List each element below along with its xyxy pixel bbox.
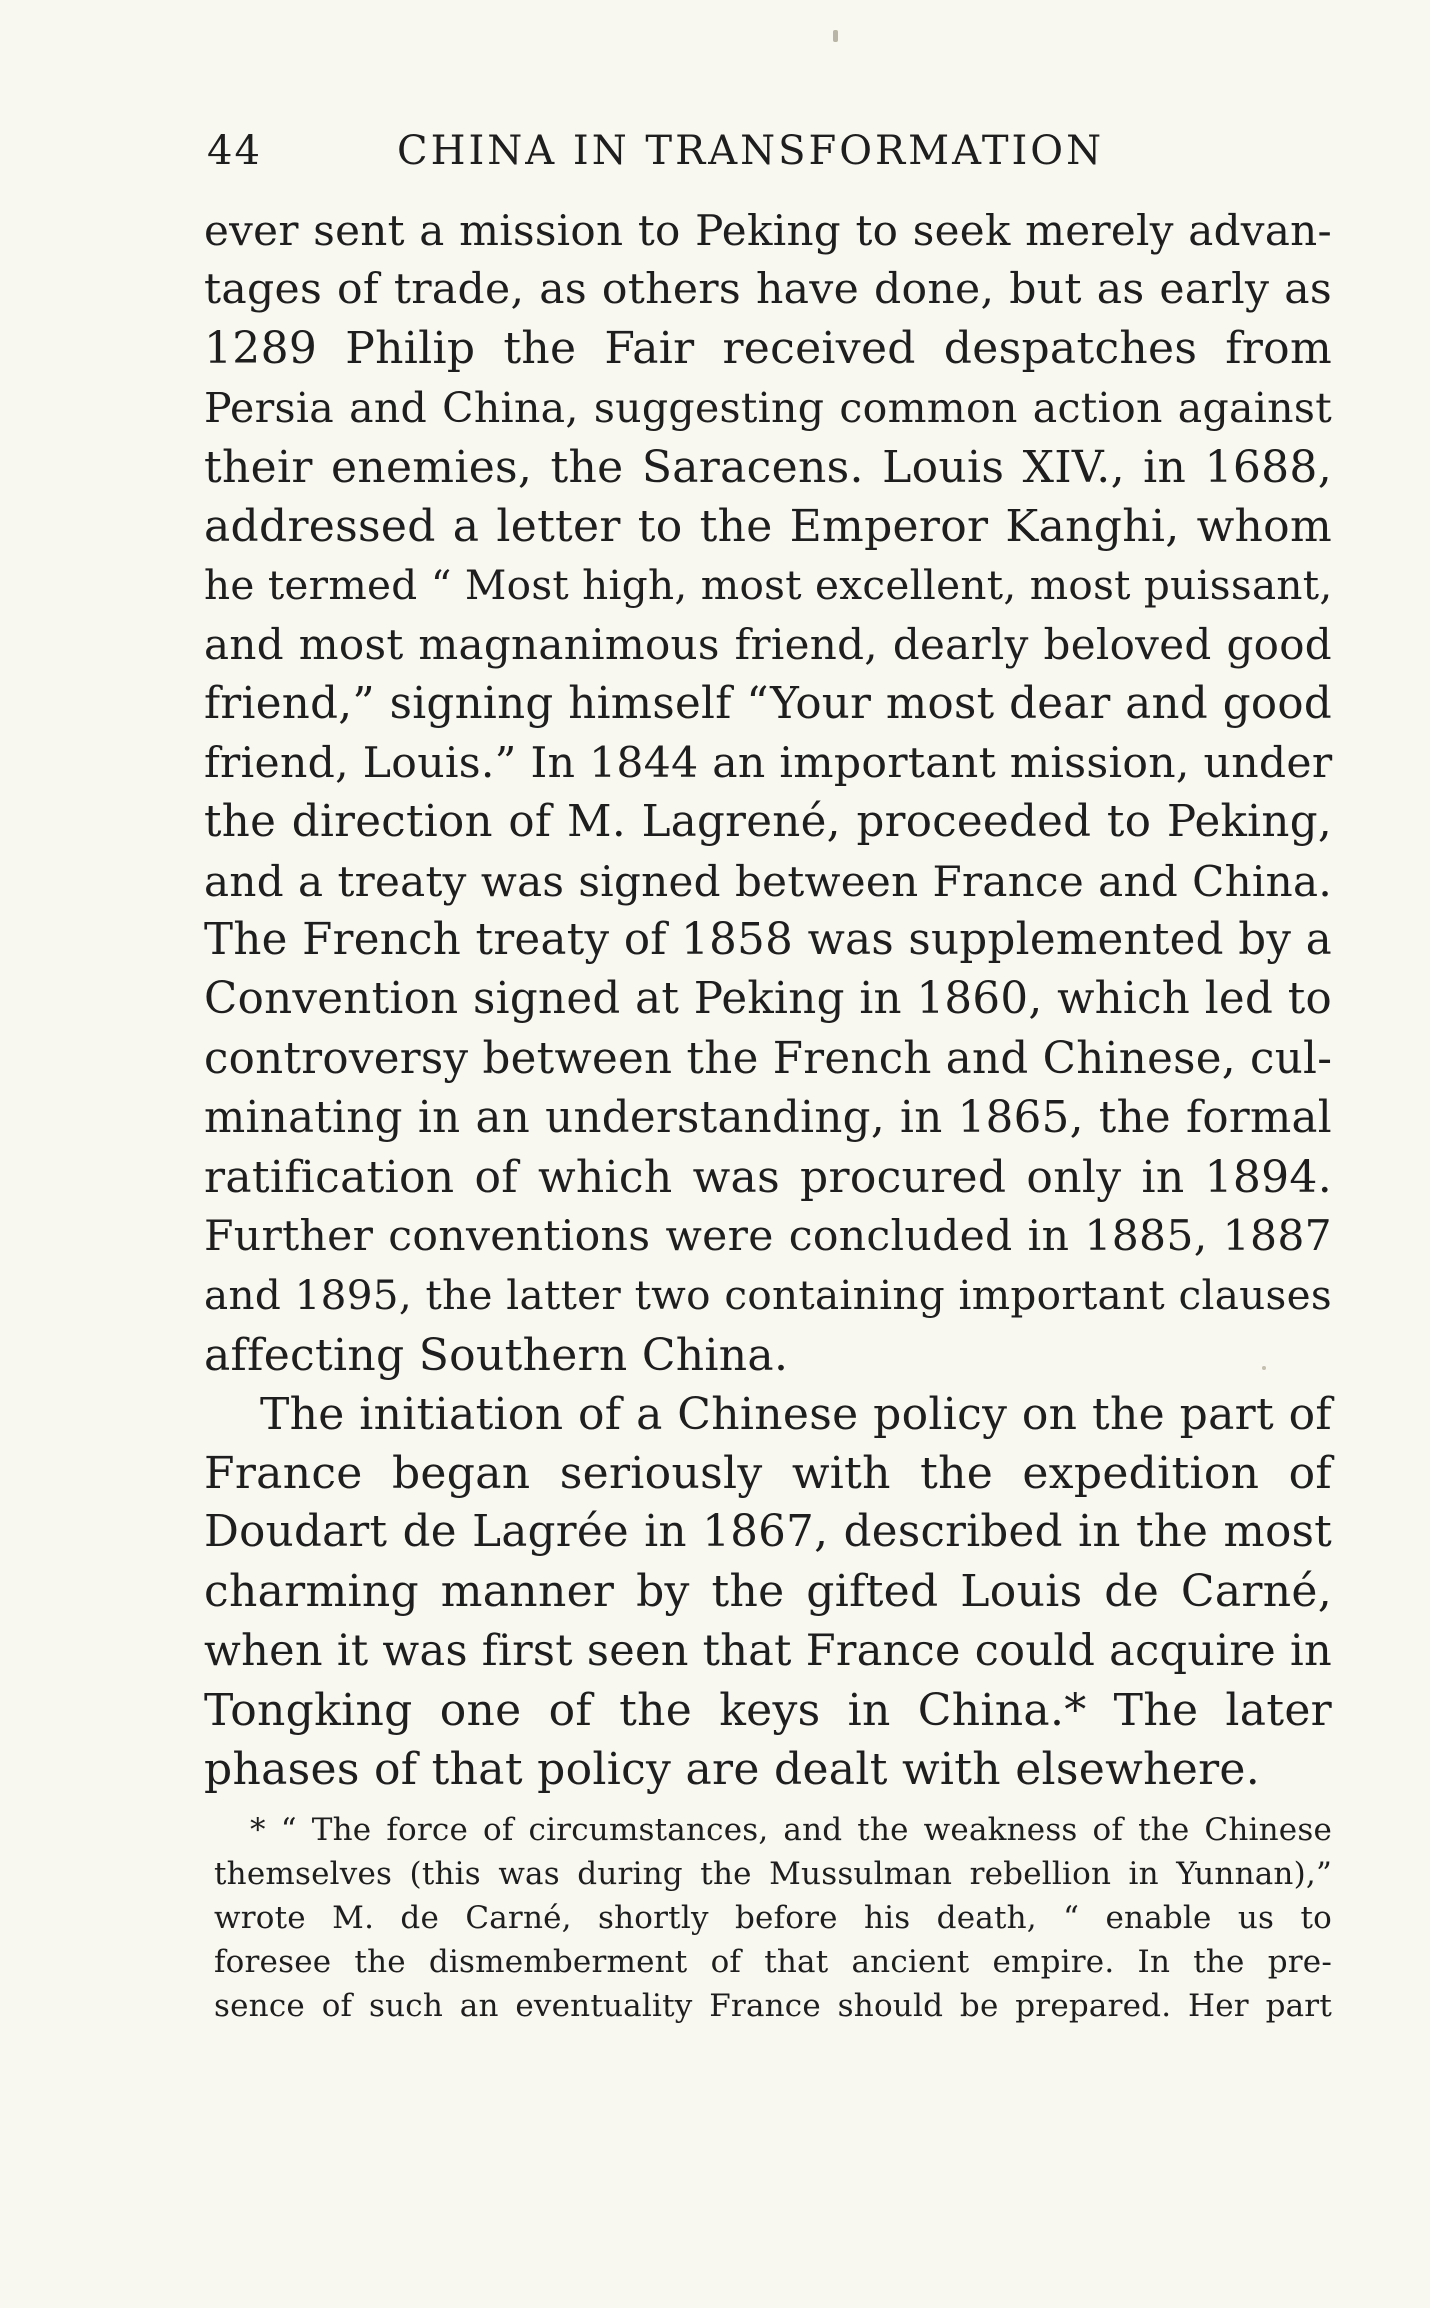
page-header [207, 124, 1332, 178]
text-line: phases of that policy are dealt with elsewhere. [204, 1743, 1261, 1795]
text-line: affecting Southern China. [204, 1329, 789, 1381]
footnote-line: * “ The force of circumstances, and the weakness of the Chinese [250, 1812, 1332, 1848]
text-line: France began seriously with the expedition of [204, 1447, 1332, 1499]
text-line: Persia and China, suggesting common action against [204, 383, 1332, 432]
text-line: addressed a letter to the Emperor Kanghi, whom [204, 500, 1332, 552]
text-line: their enemies, the Saracens. Louis XIV., in 1688, [204, 441, 1332, 493]
footnote-line: themselves (this was during the Mussulman rebellion in Yunnan),” [214, 1856, 1332, 1892]
text-line: minating in an understanding, in 1865, the formal [204, 1092, 1332, 1143]
text-line: Convention signed at Peking in 1860, which led to [204, 974, 1332, 1025]
text-line: tages of trade, as others have done, but as early as [204, 265, 1332, 315]
text-line: 1289 Philip the Fair received despatches from [204, 323, 1332, 375]
text-line: Doudart de Lagrée in 1867, described in the most [204, 1507, 1332, 1558]
text-line: charming manner by the gifted Louis de Carné, [204, 1566, 1332, 1618]
text-line: ever sent a mission to Peking to seek merely advan- [204, 206, 1332, 255]
text-line: Tongking one of the keys in China.* The later [204, 1684, 1332, 1736]
body-text [204, 201, 1332, 1799]
text-line: and 1895, the latter two containing important clauses [204, 1271, 1332, 1320]
text-line: The initiation of a Chinese policy on the part of [260, 1388, 1332, 1440]
text-line: and most magnanimous friend, dearly beloved good [204, 620, 1332, 670]
text-line: ratification of which was procured only in 1894. [204, 1152, 1332, 1203]
footnote-line: sence of such an eventuality France should be prepared. Her part [214, 1988, 1332, 2024]
text-line: when it was first seen that France could acquire in [204, 1625, 1332, 1676]
text-line: the direction of M. Lagrené, proceeded to Peking, [204, 796, 1332, 847]
text-line: Further conventions were concluded in 1885, 1887 [204, 1212, 1332, 1262]
page-number: 44 [207, 128, 262, 174]
text-line: The French treaty of 1858 was supplemented by a [204, 915, 1332, 966]
text-line: he termed “ Most high, most excellent, most puissant, [204, 561, 1333, 610]
text-line: controversy between the French and Chinese, cul- [204, 1033, 1333, 1084]
footnote-line: wrote M. de Carné, shortly before his death, “ enable us to [214, 1900, 1332, 1936]
ink-speck [833, 30, 838, 42]
footnote [214, 1808, 1332, 2028]
text-line: friend,” signing himself “Your most dear and good [204, 678, 1332, 729]
footnote-line: foresee the dismemberment of that ancient empire. In the pre- [214, 1944, 1332, 1980]
text-line: friend, Louis.” In 1844 an important mission, under [204, 738, 1333, 788]
text-line: and a treaty was signed between France and China. [204, 857, 1332, 907]
running-title: CHINA IN TRANSFORMATION [397, 128, 1105, 174]
